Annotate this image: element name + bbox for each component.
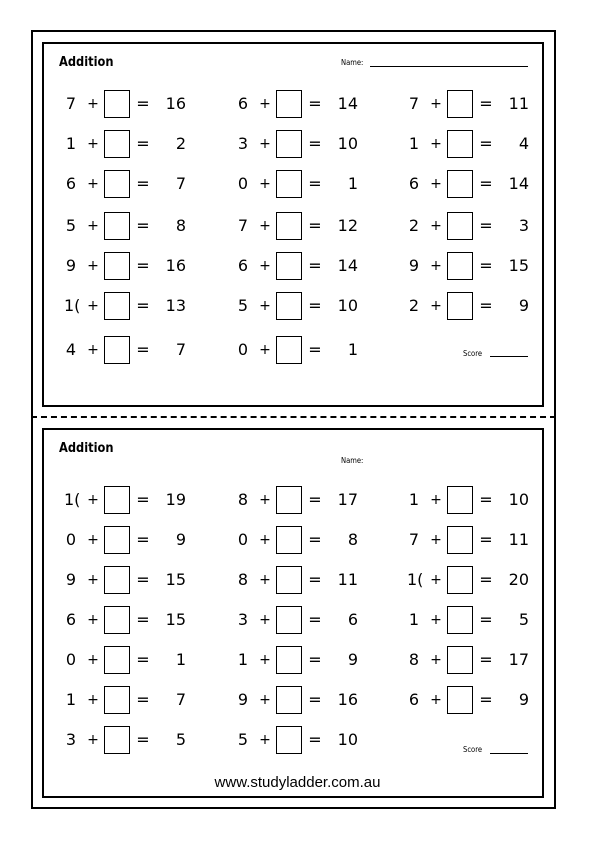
addend: 8 [237,570,249,589]
sum-value: 17 [337,490,358,509]
sum-value: 5 [518,610,529,629]
sum-value: 14 [508,174,529,193]
answer-box[interactable] [447,252,473,280]
equals-sign: = [308,530,322,549]
addition-problem [64,566,214,594]
equals-sign: = [308,296,322,315]
answer-box[interactable] [276,252,302,280]
addend: 7 [65,94,77,113]
addend: 7 [408,530,420,549]
addend: 1 [408,134,420,153]
equals-sign: = [479,216,493,235]
plus-sign: + [87,258,99,274]
plus-sign: + [430,258,442,274]
sum-value: 10 [337,730,358,749]
equals-sign: = [479,94,493,113]
addition-problem [407,212,557,240]
sum-value: 13 [165,296,186,315]
plus-sign: + [430,218,442,234]
addend: 0 [237,530,249,549]
answer-box[interactable] [276,686,302,714]
answer-box[interactable] [104,252,130,280]
plus-sign: + [430,612,442,628]
answer-box[interactable] [276,566,302,594]
answer-box[interactable] [104,686,130,714]
addition-problem [407,130,557,158]
answer-box[interactable] [104,646,130,674]
sum-value: 6 [347,610,358,629]
sum-value: 8 [347,530,358,549]
addend: 9 [408,256,420,275]
addition-problem [236,212,386,240]
sum-value: 11 [508,94,529,113]
addition-problem [64,90,214,118]
cut-line-divider [31,416,556,418]
addition-problem [64,336,214,364]
sum-value: 14 [337,94,358,113]
addition-problem [236,170,386,198]
equals-sign: = [136,174,150,193]
equals-sign: = [136,690,150,709]
addend: 4 [65,340,77,359]
addition-problem [407,686,557,714]
score-line[interactable] [490,356,528,357]
worksheet-top [42,42,544,407]
equals-sign: = [136,610,150,629]
equals-sign: = [136,730,150,749]
addend: 1 [65,134,77,153]
sum-value: 10 [337,134,358,153]
sum-value: 19 [165,490,186,509]
plus-sign: + [259,96,271,112]
addition-problem [236,130,386,158]
addend: 2 [408,216,420,235]
sum-value: 12 [337,216,358,235]
plus-sign: + [259,492,271,508]
addend: 7 [408,94,420,113]
equals-sign: = [136,134,150,153]
sum-value: 9 [175,530,186,549]
addition-problem [236,566,386,594]
plus-sign: + [87,96,99,112]
sum-value: 16 [165,256,186,275]
sum-value: 9 [518,296,529,315]
addition-problem [407,90,557,118]
addend: 1( [64,296,81,315]
answer-box[interactable] [104,726,130,754]
equals-sign: = [479,530,493,549]
answer-box[interactable] [104,170,130,198]
sum-value: 11 [337,570,358,589]
footer-website: www.studyladder.com.au [214,774,381,791]
addition-problem [236,292,386,320]
answer-box[interactable] [104,566,130,594]
answer-box[interactable] [276,130,302,158]
plus-sign: + [430,298,442,314]
sum-value: 1 [347,340,358,359]
equals-sign: = [136,256,150,275]
equals-sign: = [479,690,493,709]
addend: 1( [407,570,424,589]
plus-sign: + [259,572,271,588]
addition-problem [64,170,214,198]
plus-sign: + [259,136,271,152]
sum-value: 14 [337,256,358,275]
plus-sign: + [430,692,442,708]
equals-sign: = [136,94,150,113]
answer-box[interactable] [447,130,473,158]
equals-sign: = [308,610,322,629]
addend: 1( [64,490,81,509]
answer-box[interactable] [447,170,473,198]
plus-sign: + [259,692,271,708]
answer-box[interactable] [104,292,130,320]
addition-problem [236,336,386,364]
plus-sign: + [87,218,99,234]
addition-problem [64,130,214,158]
sum-value: 8 [175,216,186,235]
plus-sign: + [430,176,442,192]
sum-value: 16 [165,94,186,113]
answer-box[interactable] [276,212,302,240]
sum-value: 1 [347,174,358,193]
plus-sign: + [259,218,271,234]
plus-sign: + [259,176,271,192]
addition-problem [64,212,214,240]
equals-sign: = [136,490,150,509]
answer-box[interactable] [447,526,473,554]
equals-sign: = [308,134,322,153]
sum-value: 4 [518,134,529,153]
addend: 6 [408,174,420,193]
answer-box[interactable] [104,606,130,634]
addition-problem [236,526,386,554]
answer-box[interactable] [447,686,473,714]
equals-sign: = [136,340,150,359]
equals-sign: = [308,690,322,709]
answer-box[interactable] [447,606,473,634]
addition-problem [64,526,214,554]
equals-sign: = [136,216,150,235]
addend: 8 [237,490,249,509]
equals-sign: = [308,216,322,235]
worksheet-title: Addition [59,55,114,70]
addend: 6 [408,690,420,709]
addend: 1 [65,690,77,709]
plus-sign: + [259,732,271,748]
equals-sign: = [308,730,322,749]
answer-box[interactable] [276,606,302,634]
plus-sign: + [87,176,99,192]
plus-sign: + [87,492,99,508]
name-label: Name: [341,58,364,67]
answer-box[interactable] [447,90,473,118]
name-label: Name: [341,456,364,465]
equals-sign: = [308,94,322,113]
addition-problem [407,292,557,320]
plus-sign: + [259,652,271,668]
sum-value: 10 [508,490,529,509]
addend: 3 [237,134,249,153]
addend: 1 [237,650,249,669]
plus-sign: + [430,532,442,548]
answer-box[interactable] [276,336,302,364]
addend: 3 [65,730,77,749]
addend: 0 [237,340,249,359]
sum-value: 9 [347,650,358,669]
name-line[interactable] [370,66,528,67]
sum-value: 7 [175,690,186,709]
score-line[interactable] [490,753,528,754]
addend: 1 [408,610,420,629]
plus-sign: + [259,532,271,548]
answer-box[interactable] [104,90,130,118]
answer-box[interactable] [276,170,302,198]
addend: 1 [408,490,420,509]
plus-sign: + [87,652,99,668]
addition-problem [236,646,386,674]
answer-box[interactable] [104,486,130,514]
plus-sign: + [430,96,442,112]
addend: 0 [65,650,77,669]
addend: 9 [65,570,77,589]
addition-problem [64,726,214,754]
plus-sign: + [259,342,271,358]
sum-value: 20 [508,570,529,589]
answer-box[interactable] [104,526,130,554]
addend: 5 [237,296,249,315]
equals-sign: = [308,340,322,359]
plus-sign: + [87,732,99,748]
plus-sign: + [87,136,99,152]
answer-box[interactable] [276,526,302,554]
equals-sign: = [308,650,322,669]
equals-sign: = [479,610,493,629]
answer-box[interactable] [447,212,473,240]
plus-sign: + [87,612,99,628]
addition-problem [407,252,557,280]
worksheet-title: Addition [59,441,114,456]
score-label: Score [463,745,483,754]
equals-sign: = [136,296,150,315]
plus-sign: + [87,298,99,314]
addition-problem [64,686,214,714]
answer-box[interactable] [104,130,130,158]
addition-problem [407,566,557,594]
addition-problem [407,486,557,514]
addition-problem [236,90,386,118]
addend: 0 [65,530,77,549]
equals-sign: = [479,256,493,275]
answer-box[interactable] [276,646,302,674]
addition-problem [407,170,557,198]
sum-value: 7 [175,174,186,193]
answer-box[interactable] [447,566,473,594]
equals-sign: = [308,490,322,509]
addition-problem [64,292,214,320]
sum-value: 11 [508,530,529,549]
equals-sign: = [479,296,493,315]
equals-sign: = [479,490,493,509]
addend: 5 [65,216,77,235]
addition-problem [64,646,214,674]
addition-problem [236,486,386,514]
plus-sign: + [430,136,442,152]
addition-problem [236,726,386,754]
sum-value: 9 [518,690,529,709]
addend: 9 [65,256,77,275]
addend: 7 [237,216,249,235]
sum-value: 10 [337,296,358,315]
plus-sign: + [259,298,271,314]
equals-sign: = [479,174,493,193]
addend: 6 [65,174,77,193]
equals-sign: = [479,650,493,669]
addend: 8 [408,650,420,669]
sum-value: 15 [165,610,186,629]
plus-sign: + [87,532,99,548]
answer-box[interactable] [276,486,302,514]
equals-sign: = [308,570,322,589]
equals-sign: = [479,570,493,589]
equals-sign: = [136,530,150,549]
equals-sign: = [308,256,322,275]
answer-box[interactable] [276,90,302,118]
addition-problem [407,526,557,554]
addend: 3 [237,610,249,629]
equals-sign: = [308,174,322,193]
sum-value: 1 [175,650,186,669]
addition-problem [236,606,386,634]
worksheet-bottom [42,428,544,798]
plus-sign: + [87,692,99,708]
sum-value: 15 [508,256,529,275]
score-label: Score [463,349,483,358]
plus-sign: + [430,572,442,588]
answer-box[interactable] [104,212,130,240]
equals-sign: = [136,650,150,669]
sum-value: 2 [175,134,186,153]
plus-sign: + [87,342,99,358]
plus-sign: + [430,492,442,508]
addition-problem [64,486,214,514]
sum-value: 16 [337,690,358,709]
plus-sign: + [259,258,271,274]
equals-sign: = [479,134,493,153]
addition-problem [64,252,214,280]
answer-box[interactable] [447,486,473,514]
addition-problem [407,606,557,634]
addend: 6 [237,94,249,113]
sum-value: 17 [508,650,529,669]
addend: 9 [237,690,249,709]
addend: 5 [237,730,249,749]
addend: 2 [408,296,420,315]
addend: 6 [65,610,77,629]
answer-box[interactable] [104,336,130,364]
plus-sign: + [430,652,442,668]
answer-box[interactable] [276,292,302,320]
addition-problem [64,606,214,634]
sum-value: 3 [518,216,529,235]
equals-sign: = [136,570,150,589]
answer-box[interactable] [276,726,302,754]
addend: 0 [237,174,249,193]
plus-sign: + [259,612,271,628]
answer-box[interactable] [447,646,473,674]
addition-problem [236,252,386,280]
addition-problem [407,646,557,674]
answer-box[interactable] [447,292,473,320]
sum-value: 7 [175,340,186,359]
addition-problem [236,686,386,714]
addend: 6 [237,256,249,275]
sum-value: 5 [175,730,186,749]
plus-sign: + [87,572,99,588]
sum-value: 15 [165,570,186,589]
